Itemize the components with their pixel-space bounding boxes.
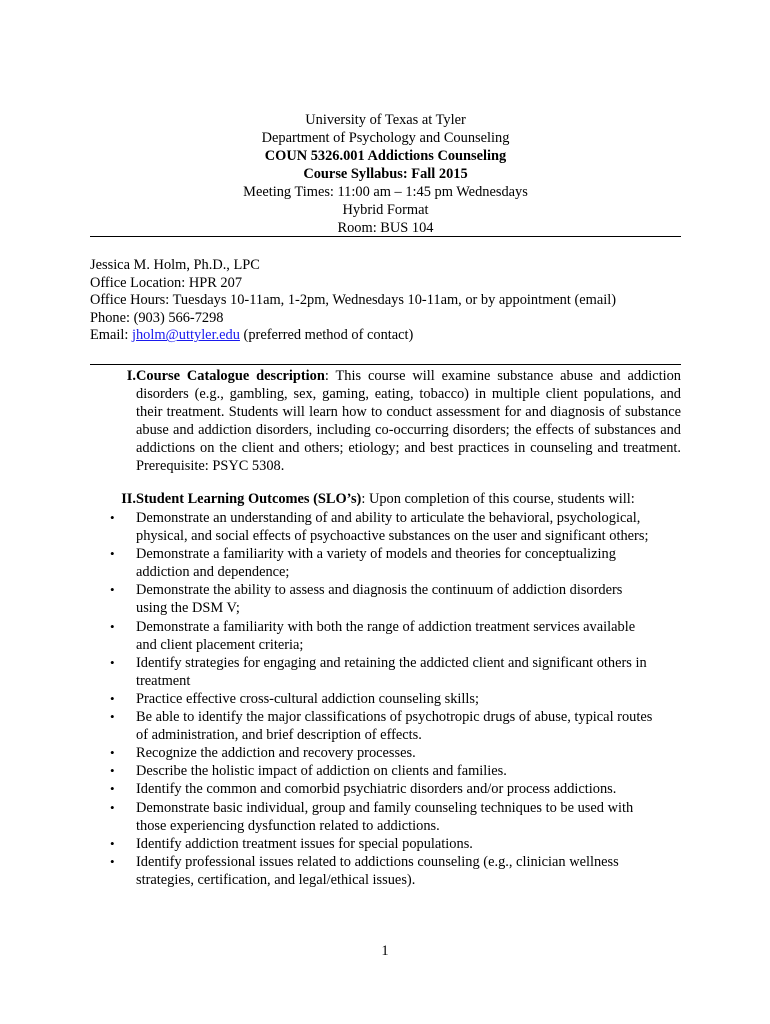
outcome-line: Identify the common and comorbid psychiatric disorders and/or process addictions. (136, 781, 617, 798)
section-number: II. (121, 491, 136, 507)
outcome-item (90, 762, 690, 780)
outcome-item (90, 509, 690, 545)
outcome-line: Demonstrate a familiarity with both the range of addiction treatment services available (136, 618, 636, 635)
outcome-item (90, 853, 690, 889)
bullet-icon: • (110, 546, 115, 562)
section-text: : Upon completion of this course, students will: (361, 491, 635, 507)
outcome-line: Demonstrate basic individual, group and family counseling techniques to be used with (136, 799, 634, 816)
bullet-icon: • (110, 510, 115, 525)
office-location: Office Location: HPR 207 (90, 274, 243, 291)
outcome-line: and client placement criteria; (136, 636, 304, 653)
outcome-item (90, 581, 690, 617)
section-body (136, 490, 681, 508)
outcome-item (90, 780, 690, 798)
course-format: Hybrid Format (342, 202, 429, 218)
outcome-line: addiction and dependence; (136, 564, 290, 581)
header-divider (90, 236, 681, 237)
outcome-line: Demonstrate an understanding of and ability to articulate the behavioral, psychological, (136, 510, 641, 526)
section-text: : This course will examine substance abuse and addiction disorders (e.g., gambling, sex, gaming, eating, tobacco) in multiple client populations, and their treatment. Students will learn how to conduct assessment for and diagnosis of substance abuse and addiction disorders, including co-occurring disorders; the effects of substances and addictions on the client and others; etiology; and best practices in counseling and treatment. Prerequisite: PSYC 5308. (136, 368, 681, 474)
outcome-item (90, 799, 690, 835)
outcome-item (90, 744, 690, 762)
outcome-line: Identify strategies for engaging and retaining the addicted client and significant others in (136, 654, 647, 671)
outcome-line: Be able to identify the major classifications of psychotropic drugs of abuse, typical routes (136, 709, 653, 726)
section-number: I. (126, 368, 136, 384)
course-title: COUN 5326.001 Addictions Counseling (264, 148, 507, 164)
page-number: 1 (381, 943, 389, 959)
bullet-icon: • (110, 690, 115, 706)
instructor-name: Jessica M. Holm, Ph.D., LPC (90, 257, 260, 273)
outcome-line: Describe the holistic impact of addiction on clients and families. (136, 763, 507, 780)
university-name: University of Texas at Tyler (305, 112, 466, 128)
bullet-icon: • (110, 781, 115, 797)
outcome-line: Practice effective cross-cultural addiction counseling skills; (136, 690, 480, 707)
section-course-description (90, 367, 681, 475)
outcome-item (90, 690, 690, 708)
syllabus-term: Course Syllabus: Fall 2015 (303, 166, 468, 182)
contact-divider (90, 364, 681, 365)
bullet-icon: • (110, 618, 115, 634)
section-title: Student Learning Outcomes (SLO’s) (136, 491, 362, 507)
outcome-line: Recognize the addiction and recovery processes. (136, 745, 416, 762)
outcome-item (90, 835, 690, 853)
email-line (90, 327, 690, 345)
outcome-item (90, 708, 690, 744)
bullet-icon: • (110, 709, 115, 725)
section-title: Course Catalogue description (136, 368, 325, 384)
bullet-icon: • (110, 582, 115, 598)
outcome-item (90, 654, 690, 690)
office-hours: Office Hours: Tuesdays 10-11am, 1-2pm, Wednesdays 10-11am, or by appointment (email) (90, 292, 617, 309)
outcome-line: physical, and social effects of psychoactive substances on the user and significant others; (136, 528, 649, 545)
outcome-line: of administration, and brief description of effects. (136, 727, 422, 744)
section-learning-outcomes (90, 490, 681, 508)
bullet-icon: • (110, 763, 115, 779)
outcomes-list (90, 509, 690, 889)
outcome-line: treatment (136, 672, 191, 689)
email-note: (preferred method of contact) (239, 327, 414, 344)
outcome-line: Identify professional issues related to addictions counseling (e.g., clinician wellness (136, 853, 619, 870)
instructor-contact (90, 257, 690, 345)
outcome-line: those experiencing dysfunction related to addictions. (136, 817, 440, 834)
outcome-line: Demonstrate a familiarity with a variety of models and theories for conceptualizing (136, 546, 616, 563)
bullet-icon: • (110, 853, 115, 869)
outcome-line: Identify addiction treatment issues for special populations. (136, 835, 473, 852)
bullet-icon: • (110, 799, 115, 815)
phone: Phone: (903) 566-7298 (90, 309, 224, 326)
room: Room: BUS 104 (337, 220, 434, 236)
bullet-icon: • (110, 835, 115, 851)
department-name: Department of Psychology and Counseling (261, 130, 510, 146)
outcome-line: strategies, certification, and legal/ethical issues). (136, 871, 416, 888)
outcome-line: Demonstrate the ability to assess and diagnosis the continuum of addiction disorders (136, 582, 623, 599)
syllabus-header (90, 111, 681, 237)
bullet-icon: • (110, 745, 115, 761)
email-label: Email: (90, 327, 132, 344)
outcome-line: using the DSM V; (136, 600, 240, 617)
meeting-times: Meeting Times: 11:00 am – 1:45 pm Wednesdays (243, 184, 528, 200)
outcome-item (90, 618, 690, 654)
email-link[interactable]: jholm@uttyler.edu (131, 327, 240, 344)
outcome-item (90, 545, 690, 581)
section-body (136, 367, 681, 475)
bullet-icon: • (110, 654, 115, 670)
